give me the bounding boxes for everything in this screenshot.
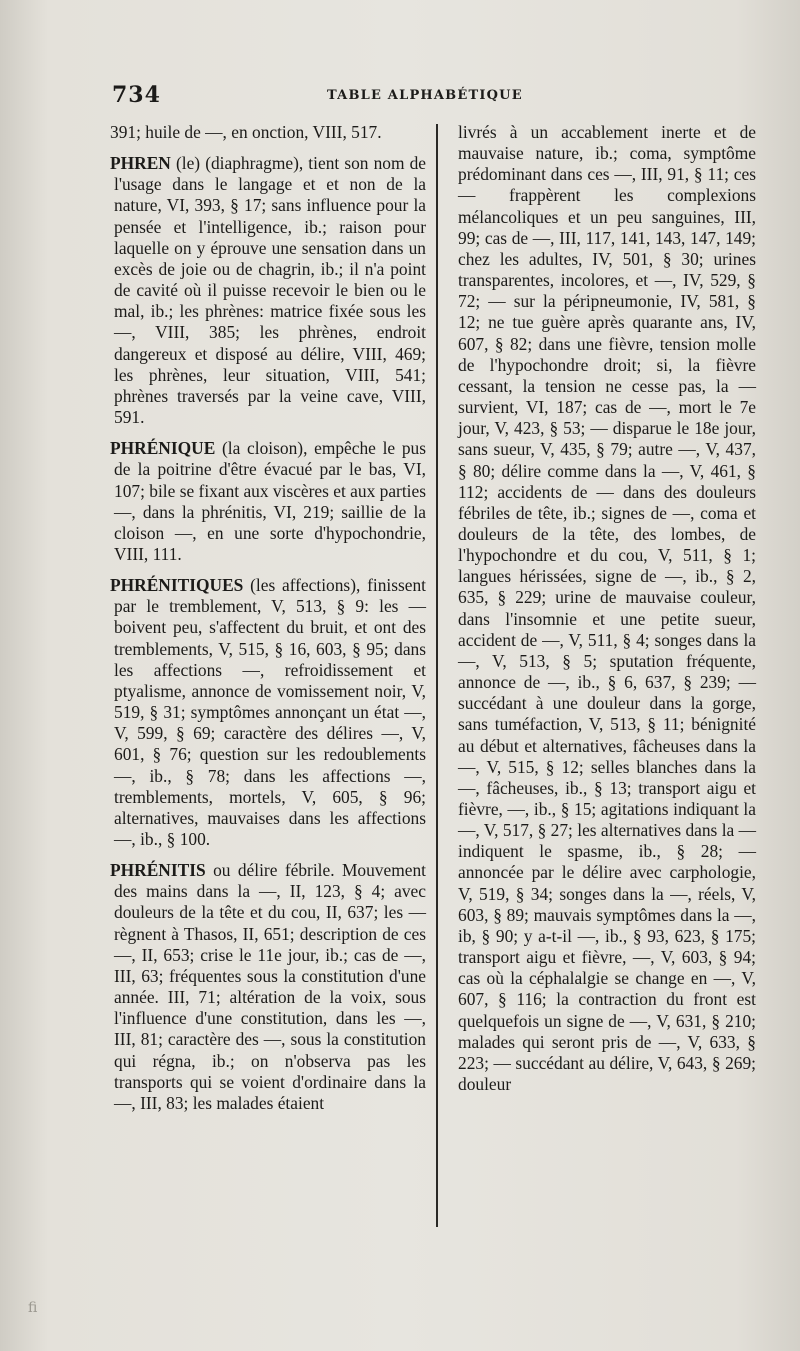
entry-text: 391; huile de —, en onction, VIII, 517. [110, 122, 382, 142]
right-column [458, 122, 756, 1095]
entry-text: (les affections), finissent par le tremblement, V, 513, § 9: les — boivent peu, s'affectent du bruit, et ont des tremblements, V, 515, § 16, 603, § 95; dans les affections —, refroidissement et ptyalisme, annonce de vomissement noir, V, 519, § 31; symptômes annonçant un état —, V, 599, § 69; caractère des délires —, V, 601, § 76; question sur les redoublements —, ib., § 78; dans les affections —, tremblements, mortels, V, 605, § 96; alternatives, mauvaises dans les affections —, ib., § 100. [114, 575, 426, 849]
index-entry [110, 438, 426, 565]
index-entry [110, 153, 426, 428]
entry-text: (la cloison), empêche le pus de la poitrine d'être évacué par le bas, VI, 107; bile se fixant aux viscères et aux parties —, dans la phrénitis, VI, 219; saillie de la cloison —, en une sorte d'hypochondrie, VIII, 111. [114, 438, 426, 564]
left-column [110, 122, 426, 1124]
entry-headword: PHRÉNITIQUES [110, 575, 244, 596]
margin-mark: ﬁ [28, 1300, 38, 1316]
entry-headword: PHRÉNITIS [110, 860, 206, 881]
index-entry [110, 575, 426, 850]
running-head-title: TABLE ALPHABÉTIQUE [327, 88, 523, 103]
column-divider [436, 124, 438, 1227]
entry-headword: PHREN [110, 153, 171, 174]
continued-entry-text: livrés à un accablement inerte et de mauvaise nature, ib.; coma, symptôme prédominant dans ces —, III, 91, § 11; ces — frappèrent les complexions mélancoliques et un peu sanguines, III, 99; cas de —, III, 117, 141, 143, 147, 149; chez les adultes, IV, 501, § 30; urines transparentes, incolores, et —, IV, 529, § 72; — sur la péripneumonie, IV, 581, § 12; ne tue guère après quarante ans, IV, 607, § 82; dans une fièvre, tension molle de l'hypochondre droit; si, la fièvre cessant, la tension ne cesse pas, la — survient, VI, 187; cas de —, mort le 7e jour, V, 423, § 53; — disparue le 18e jour, sans sueur, V, 435, § 79; autre —, V, 437, § 80; délire comme dans la —, V, 461, § 112; accidents de — dans des douleurs fébriles de tête, ib.; signes de —, coma et douleurs de la tête, des lombes, de l'hypochondre et du cou, V, 511, § 1; langues hérissées, signe de —, ib., § 2, 635, § 229; urine de mauvaise couleur, dans l'insomnie et une petite sueur, accident de —, V, 511, § 4; songes dans la —, V, 513, § 5; sputation fréquente, annonce de —, ib., § 6, 637, § 239; — succédant à une douleur dans la gorge, sans tuméfaction, V, 513, § 11; bénignité au début et alternatives, fâcheuses dans la —, V, 515, § 12; selles blanches dans la —, fâcheuses, ib., § 13; transport aigu et fièvre, —, ib., § 15; agitations indiquant la —, V, 517, § 27; les alternatives dans la — indiquent le spasme, ib., § 28; — annoncée par le délire avec carphologie, V, 519, § 34; songes dans la —, réels, V, 603, § 89; mauvais symptômes dans la —, ib, § 90; y a-t-il —, ib., § 93, 623, § 175; transport aigu et fièvre, —, V, 603, § 94; cas où la céphalalgie se change en —, V, 607, § 116; la contraction du front est quelquefois un signe de —, V, 631, § 210; malades qui seront pris de —, V, 633, § 223; — succédant au délire, V, 643, § 269; douleur [458, 122, 756, 1095]
entry-text: (le) (diaphragme), tient son nom de l'usage dans le langage et et non de la nature, VI, 393, § 17; sans influence pour la pensée et l'intelligence, ib.; raison pour laquelle on y éprouve une sensation dans un excès de joie ou de chagrin, ib.; il n'a point de cavité où il puisse recevoir le bien ou le mal, ib.; les phrènes: matrice fixée sous les —, VIII, 385; les phrènes, endroit dangereux et disposé au délire, VIII, 469; les phrènes, leur situation, VIII, 541; phrènes traversés par la veine cave, VIII, 591. [114, 153, 426, 428]
index-entry [110, 860, 426, 1114]
entry-text: ou délire fébrile. Mouvement des mains dans la —, II, 123, § 4; avec douleurs de la tête et du cou, II, 637; les — règnent à Thasos, II, 651; description de ces —, II, 653; crise le 11e jour, ib.; cas de —, III, 63; fréquentes sous la constitution d'une année. III, 71; altération de la voix, sous l'influence d'une constitution, dans les —, III, 81; caractère des —, sous la constitution qui régna, ib.; on n'observa pas les transports qui se voient d'ordinaire dans la —, III, 83; les malades étaient [114, 860, 426, 1113]
page-number: 734 [112, 82, 161, 108]
running-head [112, 82, 752, 112]
entry-headword: PHRÉNIQUE [110, 438, 216, 459]
index-entry [110, 122, 426, 143]
